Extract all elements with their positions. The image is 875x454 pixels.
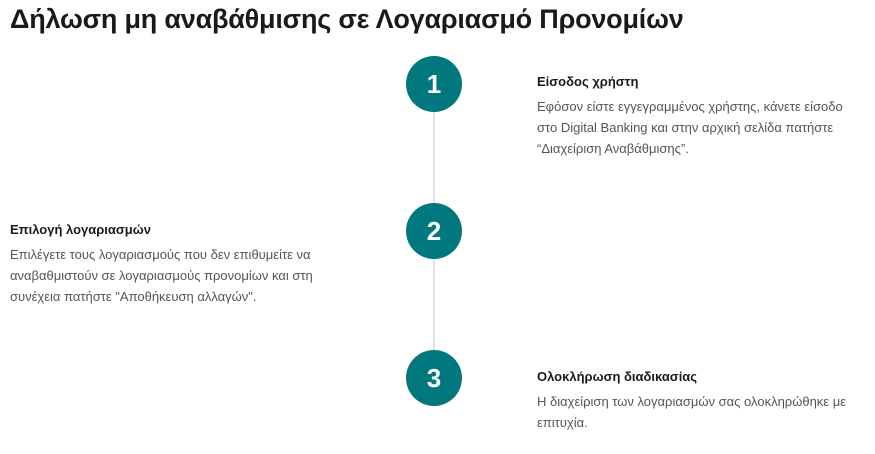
step-2-content [10,222,350,307]
step-3-description-line: Η διαχείριση των λογαριασμών σας ολοκληρώθηκε με [537,394,846,409]
step-1-description-line: “Διαχείριση Αναβάθμισης”. [537,141,689,156]
step-3-description [537,391,867,433]
step-1-description [537,96,867,159]
step-3-title: Ολοκλήρωση διαδικασίας [537,369,698,384]
step-1-badge: 1 [406,56,462,112]
step-1-description-line: Εφόσον είστε εγγεγραμμένος χρήστης, κάνετε είσοδο [537,99,843,114]
step-2-title: Επιλογή λογαριασμών [10,222,151,237]
step-2-description [10,244,350,307]
step-3-badge: 3 [406,350,462,406]
step-2-description-line: συνέχεια πατήστε "Αποθήκευση αλλαγών". [10,289,257,304]
step-3-content [537,369,867,433]
page-title: Δήλωση μη αναβάθμισης σε Λογαριασμό Προνομίων [10,4,684,34]
step-1-description-line: στο Digital Banking και στην αρχική σελίδα πατήστε [537,120,834,135]
step-1-title: Είσοδος χρήστη [537,74,639,89]
step-1-content [537,74,867,159]
step-3-description-line: επιτυχία. [537,415,588,430]
step-2-badge: 2 [406,203,462,259]
step-2-description-line: αναβαθμιστούν σε λογαριασμούς προνομίων και στη [10,268,313,283]
step-2-description-line: Επιλέγετε τους λογαριασμούς που δεν επιθυμείτε να [10,247,311,262]
